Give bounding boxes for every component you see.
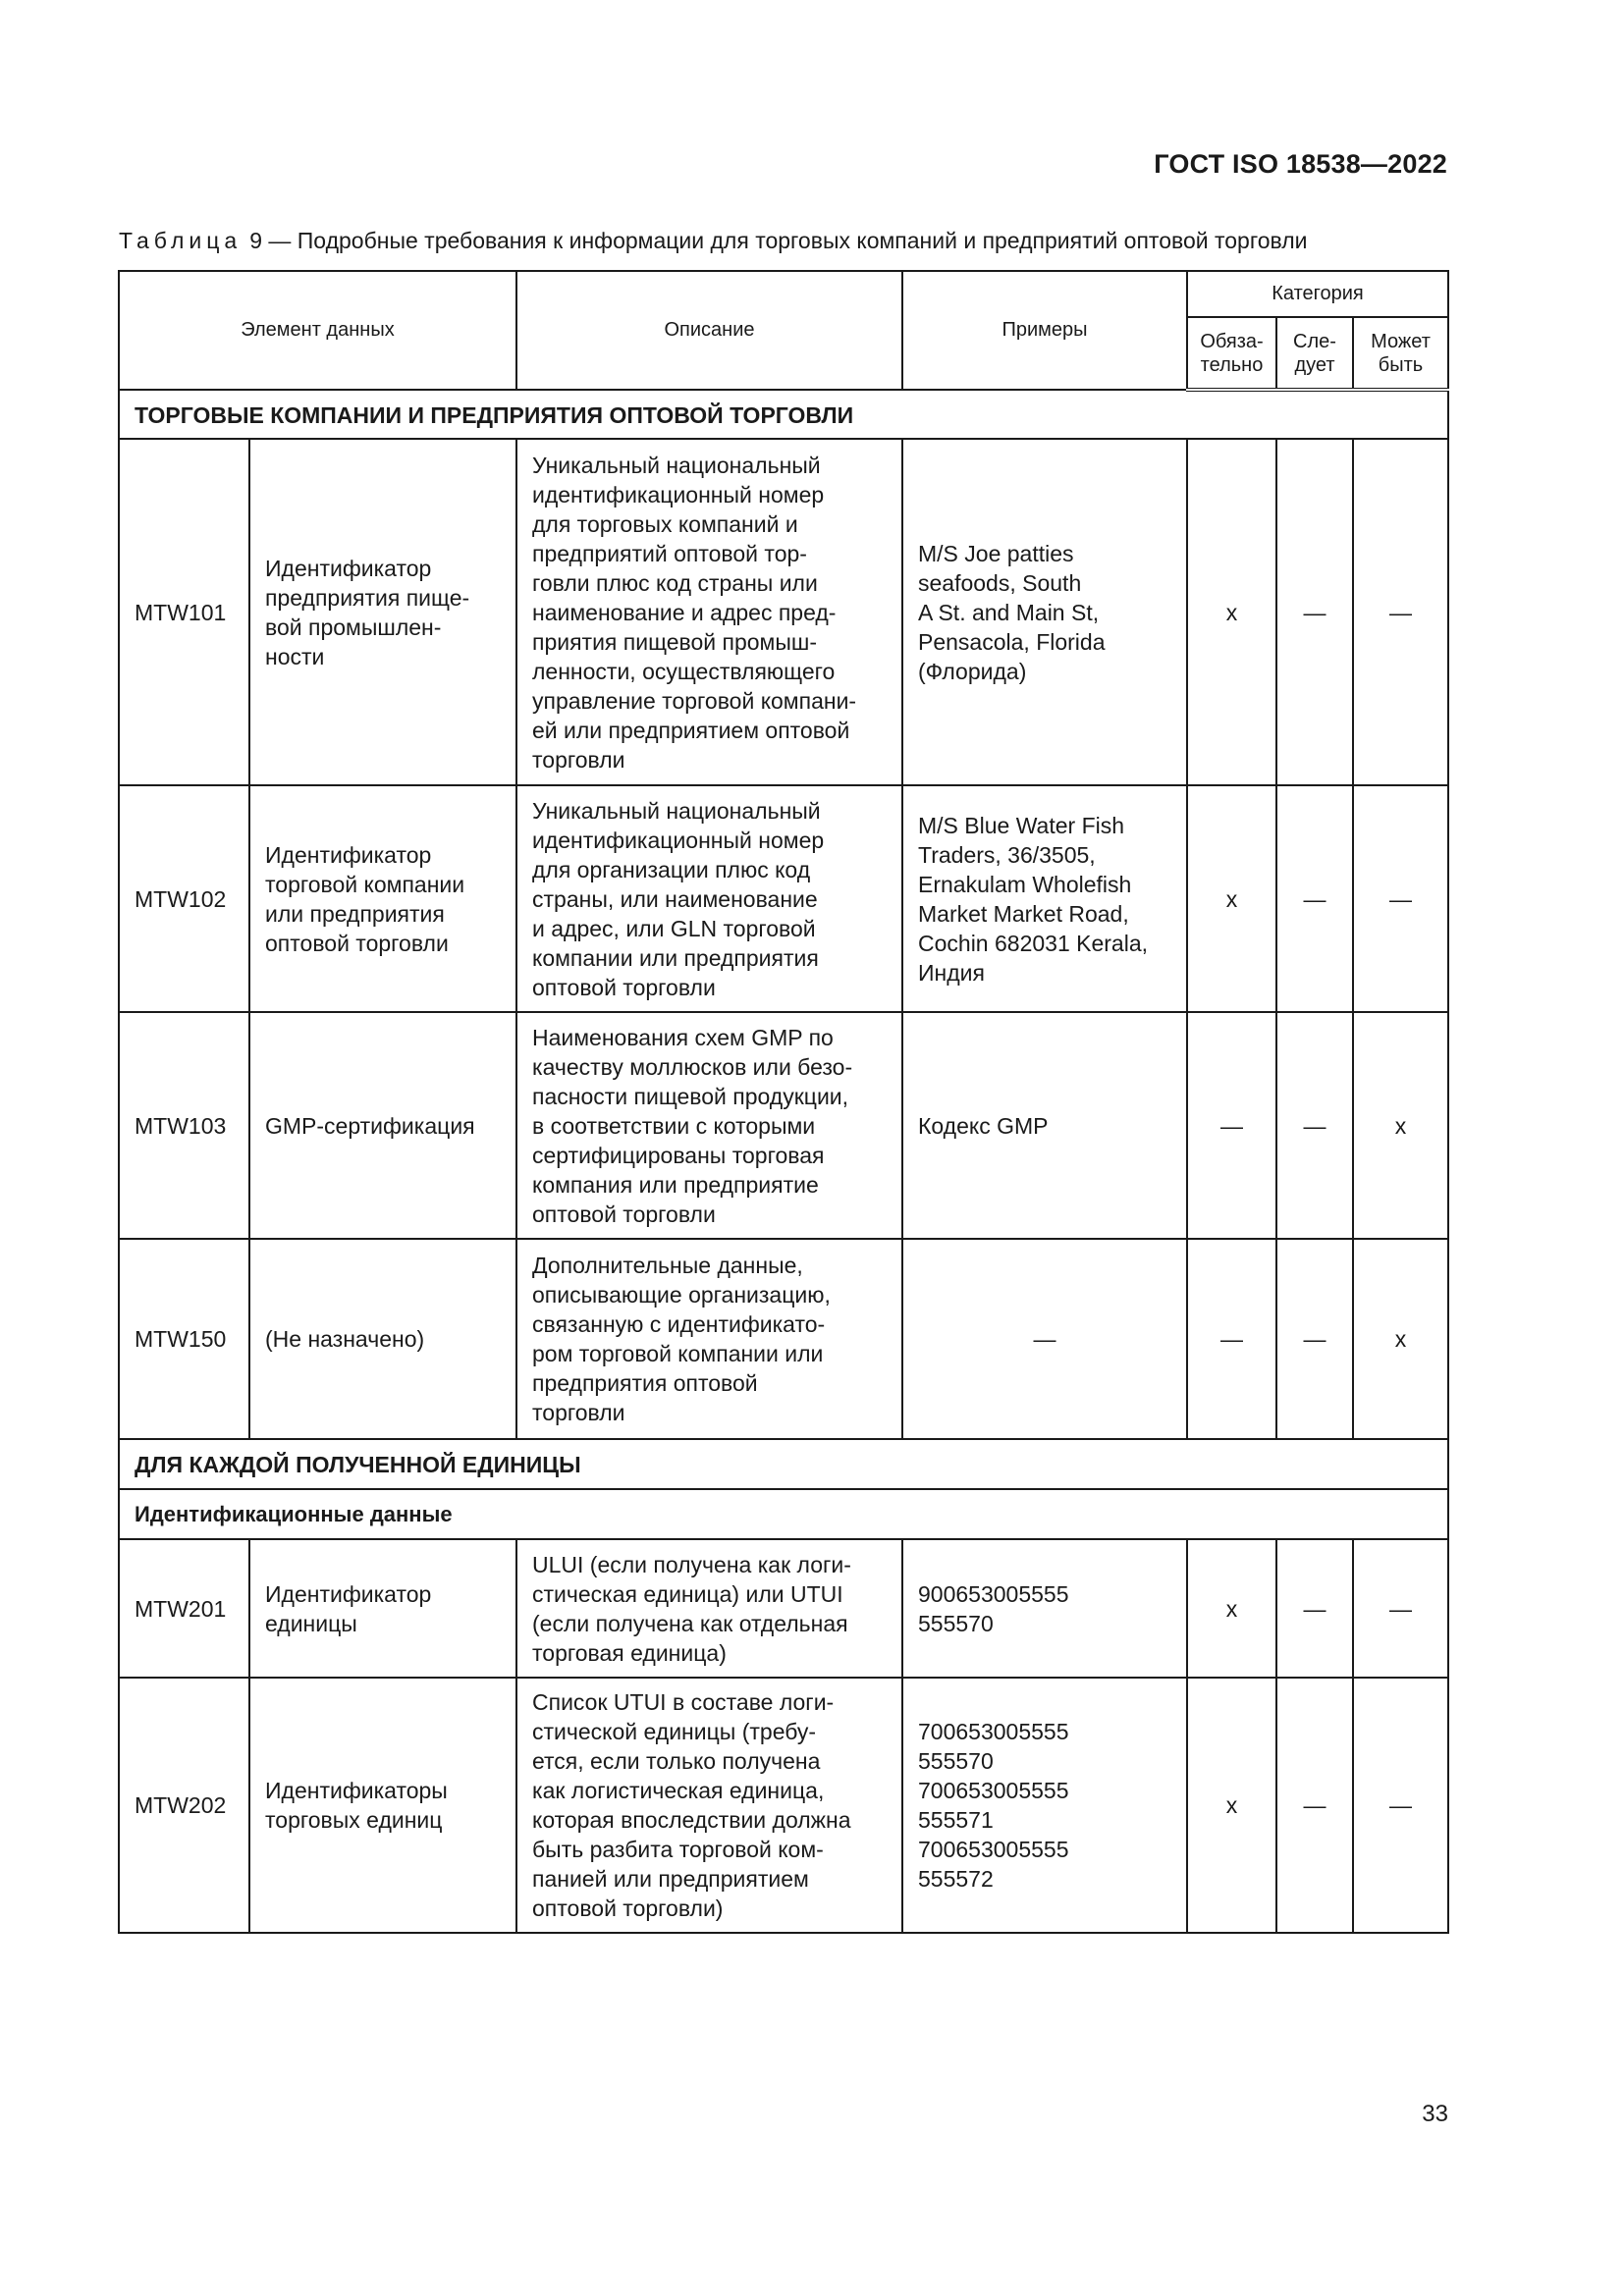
description-line: связанную с идентификато-	[532, 1311, 826, 1337]
description-line: компания или предприятие	[532, 1171, 819, 1198]
section-title: ДЛЯ КАЖДОЙ ПОЛУЧЕННОЙ ЕДИНИЦЫ	[119, 1439, 1448, 1489]
description-line: говли плюс код страны или	[532, 569, 818, 596]
element-code: MTW202	[119, 1678, 249, 1933]
element-name-line: (Не назначено)	[265, 1326, 425, 1352]
table-row	[119, 1539, 1448, 1678]
example-line: A St. and Main St,	[918, 599, 1100, 625]
subsection-row	[119, 1489, 1448, 1539]
description-line: наименование и адрес пред-	[532, 599, 837, 625]
description-line: и адрес, или GLN торговой	[532, 915, 816, 941]
element-name-line: ности	[265, 643, 325, 669]
description-line: для торговых компаний и	[532, 510, 798, 537]
element-examples	[902, 1239, 1187, 1439]
description-line: стическая единица) или UTUI	[532, 1580, 843, 1607]
description-line: Список UTUI в составе логи-	[532, 1689, 835, 1715]
requirements-table	[118, 270, 1449, 1934]
element-description	[516, 785, 902, 1012]
example-line: Кодекс GMP	[918, 1112, 1049, 1139]
example-line: 555571	[918, 1807, 994, 1833]
description-line: предприятий оптовой тор-	[532, 540, 807, 566]
example-line: Market Market Road,	[918, 900, 1129, 927]
category-mandatory-mark: x	[1187, 1539, 1276, 1678]
element-name-line: Идентификатор	[265, 1580, 432, 1607]
element-name-line: вой промышлен-	[265, 614, 442, 640]
description-line: оптовой торговли	[532, 1201, 716, 1227]
description-line: торговли	[532, 1400, 625, 1425]
example-line: 555570	[918, 1610, 994, 1636]
header-should-line1: Сле-	[1293, 330, 1336, 352]
category-mandatory-mark: —	[1187, 1239, 1276, 1439]
description-line: пасности пищевой продукции,	[532, 1083, 849, 1109]
header-should-line2: дует	[1294, 353, 1335, 376]
description-line: для организации плюс код	[532, 856, 811, 882]
example-line: Индия	[918, 959, 985, 986]
header-data-element: Элемент данных	[119, 271, 516, 390]
element-examples	[902, 785, 1187, 1012]
document-code: ГОСТ ISO 18538—2022	[1154, 149, 1447, 179]
table-row	[119, 785, 1448, 1012]
element-examples	[902, 1012, 1187, 1239]
description-line: панией или предприятием	[532, 1866, 809, 1892]
element-name-line: торговой компании	[265, 871, 465, 897]
header-category: Категория	[1187, 271, 1448, 317]
element-examples	[902, 439, 1187, 785]
page-number: 33	[1422, 2101, 1448, 2127]
table-caption-text: 9 — Подробные требования к информации для торговых компаний и предприятий оптовой торговли	[249, 228, 1308, 253]
category-should-mark: —	[1276, 1539, 1353, 1678]
example-line: M/S Joe patties	[918, 540, 1074, 566]
category-should-mark: —	[1276, 785, 1353, 1012]
element-description	[516, 1012, 902, 1239]
description-line: ром торговой компании или	[532, 1341, 824, 1366]
example-line: (Флорида)	[918, 658, 1027, 684]
description-line: сертифицированы торговая	[532, 1142, 825, 1168]
header-may-line2: быть	[1378, 353, 1424, 376]
example-line: Cochin 682031 Kerala,	[918, 930, 1148, 956]
example-line: 555570	[918, 1748, 994, 1774]
description-line: идентификационный номер	[532, 827, 825, 853]
description-line: описывающие организацию,	[532, 1282, 831, 1308]
table-caption	[119, 228, 1444, 254]
table-body	[119, 390, 1448, 1933]
element-description	[516, 1539, 902, 1678]
example-line: 700653005555	[918, 1719, 1069, 1744]
category-should-mark: —	[1276, 439, 1353, 785]
example-line: —	[1033, 1326, 1056, 1352]
description-line: ется, если только получена	[532, 1748, 821, 1774]
description-line: (если получена как отдельная	[532, 1610, 848, 1636]
element-code: MTW201	[119, 1539, 249, 1678]
element-code: MTW103	[119, 1012, 249, 1239]
element-name	[249, 1239, 516, 1439]
element-name	[249, 1539, 516, 1678]
element-name-line: торговых единиц	[265, 1807, 443, 1833]
description-line: Дополнительные данные,	[532, 1253, 803, 1278]
header-description: Описание	[516, 271, 902, 390]
element-name-line: предприятия пище-	[265, 584, 470, 611]
section-title: ТОРГОВЫЕ КОМПАНИИ И ПРЕДПРИЯТИЯ ОПТОВОЙ ТОРГОВЛИ	[119, 390, 1448, 439]
category-may-mark: x	[1353, 1239, 1448, 1439]
element-code: MTW150	[119, 1239, 249, 1439]
element-name-line: Идентификатор	[265, 555, 432, 581]
description-line: Уникальный национальный	[532, 452, 821, 478]
description-line: ленности, осуществляющего	[532, 658, 836, 684]
header-should	[1276, 317, 1353, 390]
category-may-mark: —	[1353, 1678, 1448, 1933]
category-may-mark: x	[1353, 1012, 1448, 1239]
header-examples: Примеры	[902, 271, 1187, 390]
example-line: Traders, 36/3505,	[918, 841, 1096, 868]
element-name-line: или предприятия	[265, 900, 445, 927]
element-name	[249, 1012, 516, 1239]
description-line: ULUI (если получена как логи-	[532, 1551, 851, 1577]
element-name-line: единицы	[265, 1610, 357, 1636]
category-should-mark: —	[1276, 1678, 1353, 1933]
description-line: компании или предприятия	[532, 944, 819, 971]
description-line: качеству моллюсков или безо-	[532, 1053, 853, 1080]
section-row	[119, 390, 1448, 439]
subsection-title: Идентификационные данные	[119, 1489, 1448, 1539]
description-line: оптовой торговли)	[532, 1896, 724, 1921]
category-may-mark: —	[1353, 785, 1448, 1012]
table-row	[119, 1012, 1448, 1239]
description-line: предприятия оптовой	[532, 1370, 758, 1396]
header-mandatory-line2: тельно	[1200, 353, 1264, 376]
element-name	[249, 439, 516, 785]
description-line: Наименования схем GMP по	[532, 1024, 834, 1050]
element-description	[516, 1239, 902, 1439]
element-name-line: оптовой торговли	[265, 930, 449, 956]
description-line: ей или предприятием оптовой	[532, 717, 850, 743]
element-code: MTW102	[119, 785, 249, 1012]
section-row	[119, 1439, 1448, 1489]
element-description	[516, 439, 902, 785]
element-name-line: Идентификаторы	[265, 1778, 448, 1803]
example-line: M/S Blue Water Fish	[918, 812, 1125, 838]
element-name-line: GMP-сертификация	[265, 1112, 475, 1139]
element-code: MTW101	[119, 439, 249, 785]
description-line: в соответствии с которыми	[532, 1112, 816, 1139]
description-line: как логистическая единица,	[532, 1778, 825, 1803]
example-line: 700653005555	[918, 1778, 1069, 1803]
description-line: торговая единица)	[532, 1639, 727, 1666]
table-caption-prefix: Таблица	[119, 228, 243, 253]
header-mandatory-line1: Обяза-	[1200, 330, 1264, 352]
description-line: страны, или наименование	[532, 885, 818, 912]
element-name	[249, 1678, 516, 1933]
category-mandatory-mark: —	[1187, 1012, 1276, 1239]
category-mandatory-mark: x	[1187, 439, 1276, 785]
element-name	[249, 785, 516, 1012]
description-line: идентификационный номер	[532, 481, 825, 507]
category-may-mark: —	[1353, 439, 1448, 785]
header-mandatory	[1187, 317, 1276, 390]
category-should-mark: —	[1276, 1239, 1353, 1439]
category-mandatory-mark: x	[1187, 785, 1276, 1012]
header-may	[1353, 317, 1448, 390]
category-should-mark: —	[1276, 1012, 1353, 1239]
description-line: оптовой торговли	[532, 974, 716, 1000]
element-description	[516, 1678, 902, 1933]
example-line: Pensacola, Florida	[918, 628, 1106, 655]
example-line: 700653005555	[918, 1837, 1069, 1862]
description-line: Уникальный национальный	[532, 797, 821, 824]
category-mandatory-mark: x	[1187, 1678, 1276, 1933]
example-line: 900653005555	[918, 1580, 1069, 1607]
table-row	[119, 439, 1448, 785]
element-name-line: Идентификатор	[265, 841, 432, 868]
description-line: управление торговой компани-	[532, 687, 857, 714]
description-line: торговли	[532, 746, 625, 773]
description-line: приятия пищевой промыш-	[532, 628, 818, 655]
element-examples	[902, 1539, 1187, 1678]
description-line: стической единицы (требу-	[532, 1719, 817, 1744]
description-line: быть разбита торговой ком-	[532, 1837, 824, 1862]
table-row	[119, 1678, 1448, 1933]
description-line: которая впоследствии должна	[532, 1807, 851, 1833]
header-may-line1: Может	[1371, 330, 1431, 352]
category-may-mark: —	[1353, 1539, 1448, 1678]
element-examples	[902, 1678, 1187, 1933]
example-line: Ernakulam Wholefish	[918, 871, 1132, 897]
table-row	[119, 1239, 1448, 1439]
example-line: seafoods, South	[918, 569, 1082, 596]
example-line: 555572	[918, 1866, 994, 1892]
